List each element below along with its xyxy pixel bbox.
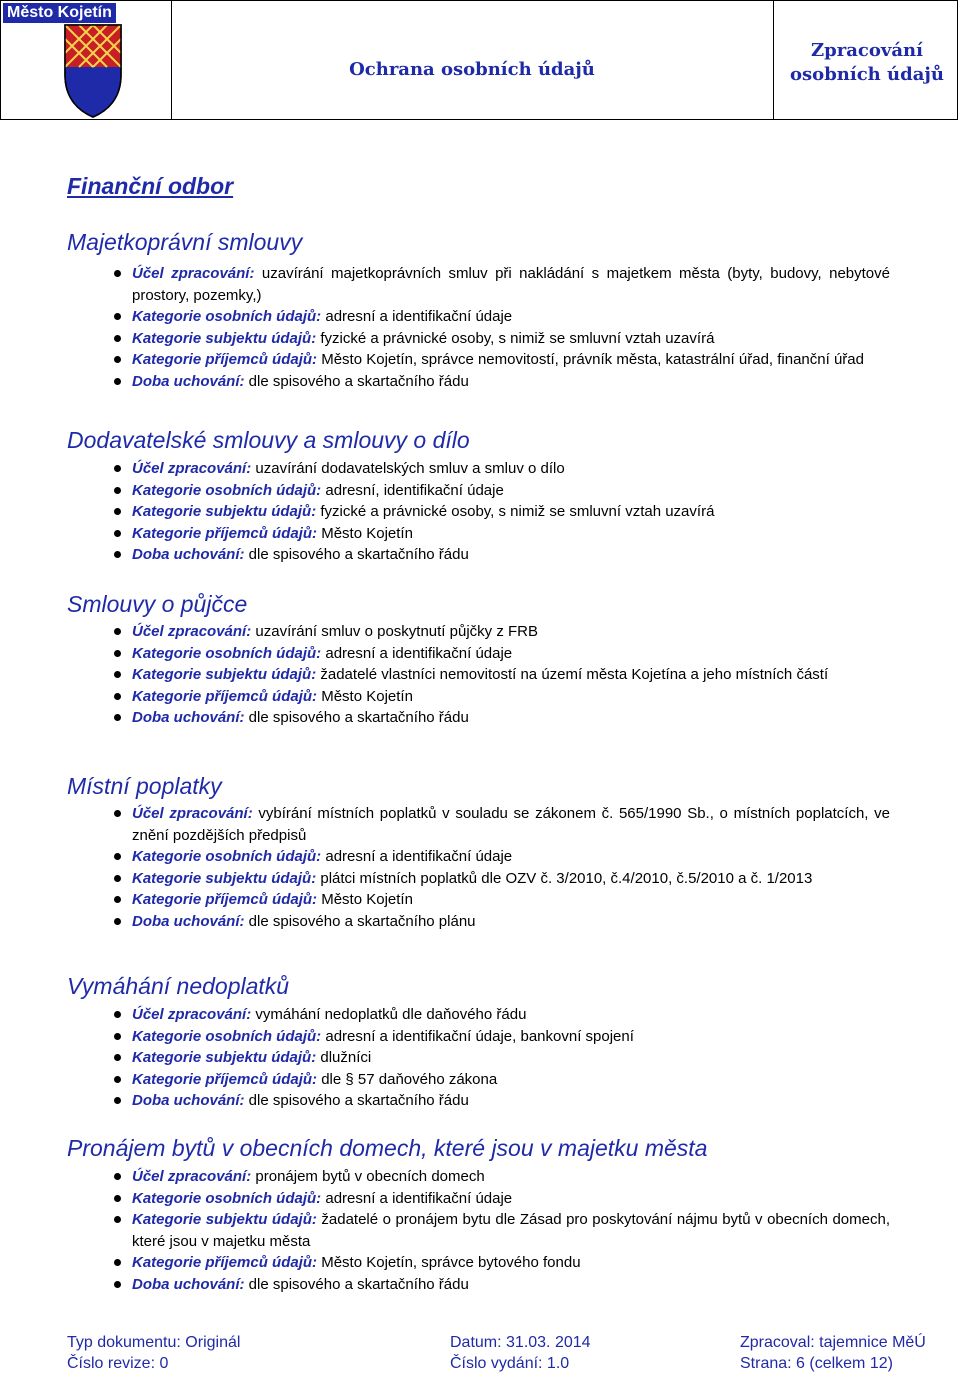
header-right-line1: Zpracování <box>811 40 923 61</box>
item-text: dle spisového a skartačního řádu <box>244 709 469 726</box>
item-text: dle § 57 daňového zákona <box>317 1070 498 1088</box>
list-item <box>110 1209 890 1252</box>
item-label: Kategorie osobních údajů: <box>132 848 322 865</box>
item-text: Město Kojetín, správce bytového fondu <box>317 1254 581 1271</box>
department-title: Finanční odbor <box>67 173 234 199</box>
section-title: Vymáhání nedoplatků <box>67 973 290 999</box>
list-item <box>110 1026 890 1048</box>
footer-revision: Číslo revize: 0 <box>67 1355 169 1372</box>
item-label: Kategorie subjektu údajů: <box>132 503 317 520</box>
item-label: Kategorie subjektu údajů: <box>132 329 317 347</box>
item-label: Kategorie příjemců údajů: <box>132 1070 318 1088</box>
item-text: adresní a identifikační údaje <box>321 308 513 325</box>
item-label: Doba uchování: <box>132 912 245 930</box>
item-label: Kategorie subjektu údajů: <box>132 666 317 683</box>
item-text: Město Kojetín <box>317 687 413 705</box>
item-text: uzavírání majetkoprávních smluv při nakládání s majetkem města (byty, budovy, nebytové prostory, pozemky,) <box>132 265 890 304</box>
item-label: Účel zpracování: <box>132 1006 252 1023</box>
list-item <box>110 643 890 665</box>
item-label: Kategorie příjemců údajů: <box>132 524 318 542</box>
item-label: Kategorie osobních údajů: <box>132 308 322 325</box>
item-label: Kategorie osobních údajů: <box>132 1027 322 1045</box>
item-text: dle spisového a skartačního řádu <box>244 1275 469 1293</box>
list-item <box>110 911 890 933</box>
section-item-list <box>110 621 890 729</box>
item-label: Kategorie osobních údajů: <box>132 644 322 662</box>
list-item <box>110 263 890 306</box>
item-text: dle spisového a skartačního řádu <box>244 1092 469 1109</box>
item-text: pronájem bytů v obecních domech <box>251 1168 485 1185</box>
item-label: Kategorie příjemců údajů: <box>132 1254 318 1271</box>
item-label: Účel zpracování: <box>132 1168 252 1185</box>
list-item <box>110 686 890 708</box>
list-item <box>110 480 890 502</box>
list-item <box>110 846 890 868</box>
list-item <box>110 501 890 523</box>
list-item <box>110 1274 890 1296</box>
footer-row-1 <box>67 1332 955 1353</box>
footer-page: Strana: 6 (celkem 12) <box>740 1355 893 1372</box>
item-text: uzavírání smluv o poskytnutí půjčky z FRB <box>251 623 538 640</box>
section-item-list <box>110 263 890 392</box>
item-label: Kategorie subjektu údajů: <box>132 1049 317 1066</box>
list-item <box>110 621 890 643</box>
list-item <box>110 458 890 480</box>
list-item <box>110 1090 890 1112</box>
section-title: Smlouvy o půjčce <box>67 591 248 617</box>
city-name: Město Kojetín <box>3 3 116 23</box>
item-label: Kategorie subjektu údajů: <box>132 1211 317 1228</box>
footer-author: Zpracoval: tajemnice MěÚ <box>740 1334 926 1351</box>
header-logo-cell <box>1 1 172 120</box>
footer-row-2 <box>67 1353 955 1374</box>
footer-doc-type: Typ dokumentu: Originál <box>67 1334 241 1351</box>
item-text: vybírání místních poplatků v souladu se zákonem č. 565/1990 Sb., o místních poplatcích, ve znění pozdějších předpisů <box>132 805 890 844</box>
list-item <box>110 1188 890 1210</box>
document-footer <box>67 1332 955 1374</box>
header-right-line2: osobních údajů <box>790 64 944 85</box>
section-item-list <box>110 1004 890 1112</box>
item-text: adresní a identifikační údaje <box>321 1189 513 1207</box>
item-text: plátci místních poplatků dle OZV č. 3/2010, č.4/2010, č.5/2010 a č. 1/2013 <box>316 869 813 887</box>
section-title: Dodavatelské smlouvy a smlouvy o dílo <box>67 427 470 453</box>
item-text: dle spisového a skartačního řádu <box>244 372 469 390</box>
item-text: Město Kojetín, správce nemovitostí, právník města, katastrální úřad, finanční úřad <box>317 351 864 368</box>
list-item <box>110 371 890 393</box>
item-label: Doba uchování: <box>132 546 245 563</box>
section-title: Pronájem bytů v obecních domech, které jsou v majetku města <box>67 1135 708 1161</box>
item-label: Doba uchování: <box>132 1275 245 1293</box>
section-title: Majetkoprávní smlouvy <box>67 229 303 255</box>
coat-of-arms-icon <box>63 23 123 119</box>
list-item <box>110 707 890 729</box>
list-item <box>110 1069 890 1091</box>
item-label: Kategorie příjemců údajů: <box>132 687 318 705</box>
list-item <box>110 544 890 566</box>
section-title: Místní poplatky <box>67 773 222 799</box>
item-text: dle spisového a skartačního řádu <box>244 546 469 563</box>
item-text: vymáhání nedoplatků dle daňového řádu <box>251 1006 527 1023</box>
list-item <box>110 664 890 686</box>
section-item-list <box>110 803 890 932</box>
item-label: Kategorie osobních údajů: <box>132 1189 322 1207</box>
list-item <box>110 1252 890 1274</box>
item-label: Doba uchování: <box>132 709 245 726</box>
item-label: Kategorie osobních údajů: <box>132 481 322 499</box>
item-text: adresní a identifikační údaje <box>321 848 513 865</box>
item-label: Účel zpracování: <box>132 460 252 477</box>
header-title-cell <box>171 1 774 120</box>
item-label: Kategorie příjemců údajů: <box>132 891 318 908</box>
list-item <box>110 349 890 371</box>
footer-date: Datum: 31.03. 2014 <box>450 1334 591 1351</box>
header-title: Ochrana osobních údajů <box>349 59 595 80</box>
item-text: adresní a identifikační údaje, bankovní spojení <box>321 1027 634 1045</box>
item-label: Kategorie subjektu údajů: <box>132 869 317 887</box>
list-item <box>110 803 890 846</box>
item-label: Kategorie příjemců údajů: <box>132 351 318 368</box>
item-label: Doba uchování: <box>132 1092 245 1109</box>
list-item <box>110 1004 890 1026</box>
section-item-list <box>110 1166 890 1295</box>
list-item <box>110 868 890 890</box>
item-text: fyzické a právnické osoby, s nimiž se smluvní vztah uzavírá <box>316 503 715 520</box>
list-item <box>110 523 890 545</box>
footer-issue: Číslo vydání: 1.0 <box>450 1355 570 1372</box>
list-item <box>110 889 890 911</box>
item-text: dlužníci <box>316 1049 372 1066</box>
list-item <box>110 306 890 328</box>
item-text: dle spisového a skartačního plánu <box>244 912 476 930</box>
item-text: adresní, identifikační údaje <box>321 481 504 499</box>
item-text: adresní a identifikační údaje <box>321 644 513 662</box>
list-item <box>110 1047 890 1069</box>
header-right-cell <box>775 39 959 87</box>
list-item <box>110 1166 890 1188</box>
item-text: fyzické a právnické osoby, s nimiž se smluvní vztah uzavírá <box>316 329 715 347</box>
section-item-list <box>110 458 890 566</box>
item-text: žadatelé o pronájem bytu dle Zásad pro poskytování nájmu bytů v obecních domech, které jsou v majetku města <box>132 1211 890 1250</box>
item-text: Město Kojetín <box>317 524 413 542</box>
document-header <box>0 0 958 120</box>
item-label: Účel zpracování: <box>132 623 252 640</box>
item-label: Účel zpracování: <box>132 805 253 822</box>
list-item <box>110 328 890 350</box>
item-label: Účel zpracování: <box>132 265 255 282</box>
item-text: Město Kojetín <box>317 891 413 908</box>
item-label: Doba uchování: <box>132 372 245 390</box>
item-text: žadatelé vlastníci nemovitostí na území města Kojetína a jeho místních částí <box>316 666 829 683</box>
item-text: uzavírání dodavatelských smluv a smluv o dílo <box>251 460 565 477</box>
